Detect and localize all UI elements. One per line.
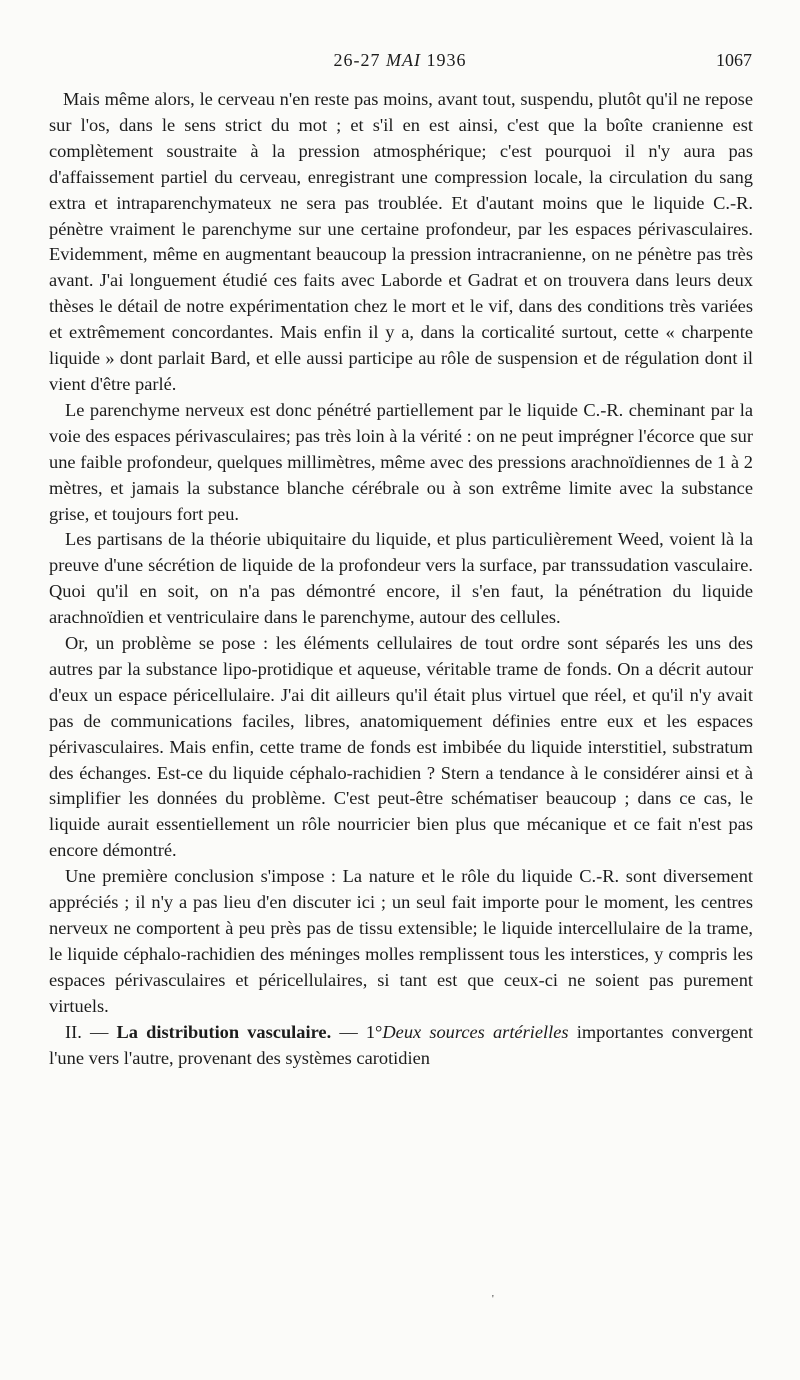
page-number: 1067 bbox=[716, 50, 752, 70]
running-title bbox=[48, 50, 752, 71]
paragraph-2: Le parenchyme nerveux est donc pénétré partiellement par le liquide C.-R. cheminant par la voie des espaces périvasculaires; pas très loin à la vérité : on ne peut imprégner l'écorce que sur une faible profondeur, quelques millimètres, même avec des pressions arachnoïdiennes de 1 à 2 mètres, et jamais la substance blanche cérébrale ou à son extrême limite avec la substance grise, et toujours fort peu. bbox=[49, 399, 753, 524]
paragraph-1: Mais même alors, le cerveau n'en reste pas moins, avant tout, suspendu, plutôt qu'il ne repose sur l'os, dans le sens strict du mot ; et s'il en est ainsi, c'est que la boîte cranienne est complètement soustraite à la pression atmosphérique; c'est pourquoi il n'y aura pas d'affaissement partiel du cerveau, enregistrant une compression locale, la circulation du sang extra et intraparenchymateux ne sera pas troublée. Et d'autant moins que le liquide C.-R. pénètre vraiment le parenchyme sur une certaine profondeur, par les espaces périvasculaires. Evidemment, même en augmentant beaucoup la pression intracranienne, on ne pénètre pas très avant. J'ai longuement étudié ces faits avec Laborde et Gadrat et on trouvera dans leurs deux thèses le détail de notre expérimentation chez le mort et le vif, dans des conditions très variées et extrêmement concordantes. Mais enfin il y a, dans la corticalité surtout, cette « charpente liquide » dont parlait Bard, et elle aussi participe au rôle de suspension et de régulation dont il vient d'être parlé. bbox=[49, 89, 753, 394]
section-title: La distribution vasculaire. bbox=[116, 1021, 332, 1042]
section-text: importantes convergent l'une vers l'autre, provenant des systèmes carotidien bbox=[49, 1021, 754, 1068]
header-month: MAI bbox=[386, 50, 421, 70]
section-paragraph bbox=[49, 1020, 753, 1072]
paragraph-3: Les partisans de la théorie ubiquitaire du liquide, et plus particulièrement Weed, voient là la preuve d'une sécrétion de liquide de la profondeur vers la surface, par transsudation vasculaire. Quoi qu'il en soit, on n'a pas démontré encore, il s'en faut, la pénétration du liquide arachnoïdien et ventriculaire dans le parenchyme, autour des cellules. bbox=[49, 529, 753, 628]
header-year: 1936 bbox=[426, 50, 467, 70]
running-header bbox=[48, 50, 752, 74]
section-italic-lead: Deux sources artérielles bbox=[382, 1021, 569, 1042]
body-text bbox=[49, 87, 753, 1071]
section-dash: — 1° bbox=[339, 1021, 383, 1042]
paragraph-5: Une première conclusion s'impose : La nature et le rôle du liquide C.-R. sont diversement appréciés ; il n'y a pas lieu d'en discuter ici ; un seul fait importe pour le moment, les centres nerveux ne comportent à peu près pas de tissu extensible; le liquide intercellulaire de la trame, le liquide céphalo-rachidien des méninges molles remplissent tous les interstices, y compris les espaces périvasculaires et péricellulaires, si tant est que ceux-ci ne soient pas purement virtuels. bbox=[49, 866, 753, 1016]
header-date: 26-27 bbox=[333, 50, 381, 70]
section-number: II. — bbox=[65, 1021, 109, 1042]
paragraph-4: Or, un problème se pose : les éléments cellulaires de tout ordre sont séparés les uns des autres par la substance lipo-protidique et aqueuse, véritable trame de fonds. On a décrit autour d'eux un espace péricellulaire. J'ai dit ailleurs qu'il était plus virtuel que réel, et qu'il n'y avait pas de communications faciles, libres, anatomiquement définies entre eux et les espaces périvasculaires. Mais enfin, cette trame de fonds est imbibée du liquide interstitiel, substratum des échanges. Est-ce du liquide céphalo-rachidien ? Stern a tendance à le considérer ainsi et à simplifier les données du problème. C'est peut-être schématiser beaucoup ; dans ce cas, le liquide aurait essentiellement un rôle nourricier bien plus que mécanique et ce fait n'est pas encore démontré. bbox=[49, 633, 753, 861]
stray-mark: ' bbox=[492, 1294, 494, 1305]
